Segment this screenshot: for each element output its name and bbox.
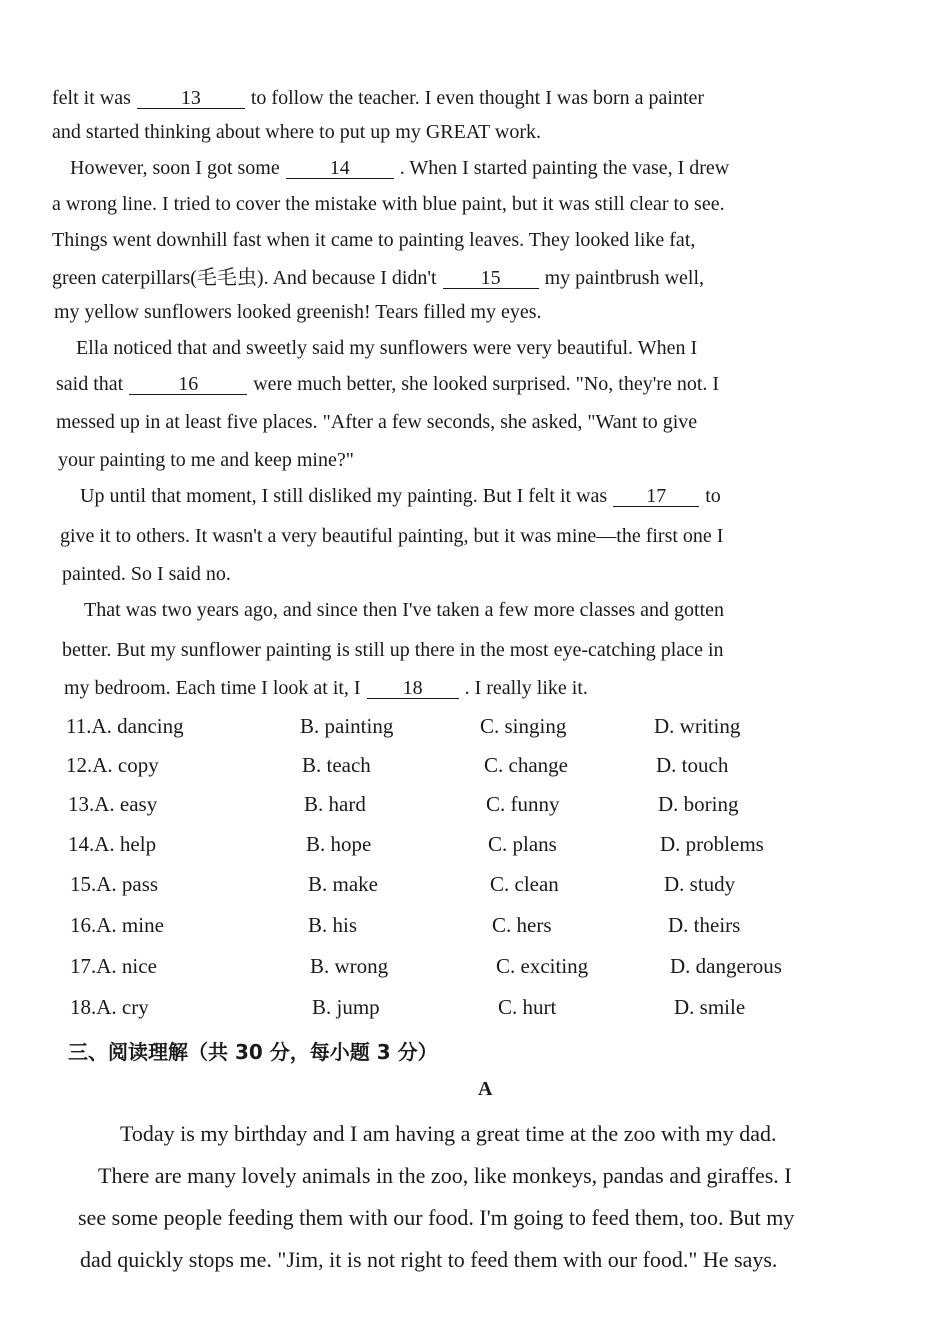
- option-b[interactable]: B. hard: [304, 792, 366, 816]
- passage-line: [64, 676, 588, 700]
- blank-13[interactable]: 13: [137, 88, 245, 109]
- option-a[interactable]: 14.A. help: [68, 832, 157, 856]
- option-d[interactable]: D. smile: [674, 995, 746, 1019]
- option-b[interactable]: B. hope: [306, 832, 372, 856]
- option-row: [0, 953, 950, 983]
- line-text: my yellow sunflowers looked greenish! Tears filled my eyes.: [54, 301, 542, 323]
- option-row: [0, 871, 950, 901]
- option-b[interactable]: B. teach: [302, 753, 371, 777]
- passage-line: [52, 228, 695, 252]
- blank-14[interactable]: 14: [286, 158, 394, 179]
- option-b[interactable]: B. jump: [312, 995, 380, 1019]
- reading-line: dad quickly stops me. "Jim, it is not right to feed them with our food." He says.: [80, 1247, 778, 1272]
- line-text: and started thinking about where to put up my GREAT work.: [52, 121, 542, 143]
- option-a[interactable]: 18.A. cry: [70, 995, 149, 1019]
- option-a[interactable]: 13.A. easy: [68, 792, 158, 816]
- line-text: better. But my sunflower painting is still up there in the most eye-catching place in: [62, 639, 724, 661]
- option-d[interactable]: D. problems: [660, 832, 764, 856]
- reading-line: see some people feeding them with our food. I'm going to feed them, too. But my: [78, 1205, 795, 1230]
- option-row: [0, 791, 950, 821]
- option-d[interactable]: D. study: [664, 872, 736, 896]
- option-row: [0, 831, 950, 861]
- option-a[interactable]: 12.A. copy: [66, 753, 159, 777]
- option-d[interactable]: D. touch: [656, 753, 729, 777]
- option-d[interactable]: D. writing: [654, 714, 741, 738]
- passage-letter: A: [478, 1078, 493, 1100]
- option-c[interactable]: C. clean: [490, 872, 559, 896]
- line-text: Ella noticed that and sweetly said my sunflowers were very beautiful. When I: [76, 337, 698, 359]
- option-row: [0, 752, 950, 782]
- line-text: Up until that moment, I still disliked my painting. But I felt it was: [80, 485, 608, 507]
- passage-line: [62, 562, 231, 586]
- blank-15[interactable]: 15: [443, 268, 539, 289]
- line-text: give it to others. It wasn't a very beautiful painting, but it was mine—the first one I: [60, 525, 724, 547]
- blank-16[interactable]: 16: [129, 374, 247, 395]
- passage-line: [70, 156, 729, 180]
- line-text: . When I started painting the vase, I drew: [399, 157, 730, 179]
- line-text: to: [705, 485, 721, 507]
- line-text: . I really like it.: [464, 677, 588, 699]
- passage-line: [56, 372, 719, 396]
- line-text: That was two years ago, and since then I've taken a few more classes and gotten: [84, 599, 725, 621]
- option-row: [0, 912, 950, 942]
- option-row: [0, 994, 950, 1024]
- line-text: green caterpillars(毛毛虫). And because I didn't: [52, 267, 437, 289]
- passage-line: [56, 410, 697, 434]
- passage-line: [84, 598, 724, 622]
- line-text: Things went downhill fast when it came to painting leaves. They looked like fat,: [52, 229, 696, 251]
- option-c[interactable]: C. singing: [480, 714, 567, 738]
- line-text: to follow the teacher. I even thought I was born a painter: [250, 87, 705, 109]
- passage-line: [60, 524, 723, 548]
- option-c[interactable]: C. exciting: [496, 954, 589, 978]
- option-b[interactable]: B. his: [308, 913, 358, 937]
- option-c[interactable]: C. funny: [486, 792, 560, 816]
- option-b[interactable]: B. painting: [300, 714, 394, 738]
- line-text: my paintbrush well,: [544, 267, 705, 289]
- blank-17[interactable]: 17: [613, 486, 699, 507]
- option-c[interactable]: C. change: [484, 753, 568, 777]
- option-a[interactable]: 16.A. mine: [70, 913, 164, 937]
- option-d[interactable]: D. dangerous: [670, 954, 782, 978]
- passage-line: [58, 448, 354, 472]
- passage-line: [80, 484, 721, 508]
- passage-line: [62, 638, 724, 662]
- option-a[interactable]: 15.A. pass: [70, 872, 159, 896]
- passage-line: [54, 300, 542, 324]
- option-b[interactable]: B. wrong: [310, 954, 389, 978]
- passage-line: [52, 266, 704, 290]
- option-row: [0, 713, 950, 743]
- option-d[interactable]: D. boring: [658, 792, 739, 816]
- passage-line: [52, 86, 704, 110]
- line-text: However, soon I got some: [70, 157, 280, 179]
- option-d[interactable]: D. theirs: [668, 913, 741, 937]
- option-c[interactable]: C. plans: [488, 832, 557, 856]
- line-text: my bedroom. Each time I look at it, I: [64, 677, 361, 699]
- line-text: felt it was: [52, 87, 131, 109]
- line-text: were much better, she looked surprised. "No, they're not. I: [253, 373, 720, 395]
- passage-line: [52, 120, 541, 144]
- option-c[interactable]: C. hurt: [498, 995, 557, 1019]
- passage-line: [76, 336, 697, 360]
- passage-line: [52, 192, 725, 216]
- line-text: said that: [56, 373, 124, 395]
- section-heading: 三、阅读理解（共 30 分，每小题 3 分）: [68, 1040, 438, 1064]
- line-text: painted. So I said no.: [62, 563, 231, 585]
- option-b[interactable]: B. make: [308, 872, 378, 896]
- reading-line: There are many lovely animals in the zoo, like monkeys, pandas and giraffes. I: [98, 1163, 792, 1188]
- option-a[interactable]: 17.A. nice: [70, 954, 157, 978]
- blank-18[interactable]: 18: [367, 678, 459, 699]
- line-text: a wrong line. I tried to cover the mistake with blue paint, but it was still clear to see.: [52, 193, 725, 215]
- option-a[interactable]: 11.A. dancing: [66, 714, 184, 738]
- reading-line: Today is my birthday and I am having a great time at the zoo with my dad.: [120, 1121, 777, 1146]
- line-text: your painting to me and keep mine?": [58, 449, 354, 471]
- line-text: messed up in at least five places. "After a few seconds, she asked, "Want to give: [56, 411, 698, 433]
- option-c[interactable]: C. hers: [492, 913, 552, 937]
